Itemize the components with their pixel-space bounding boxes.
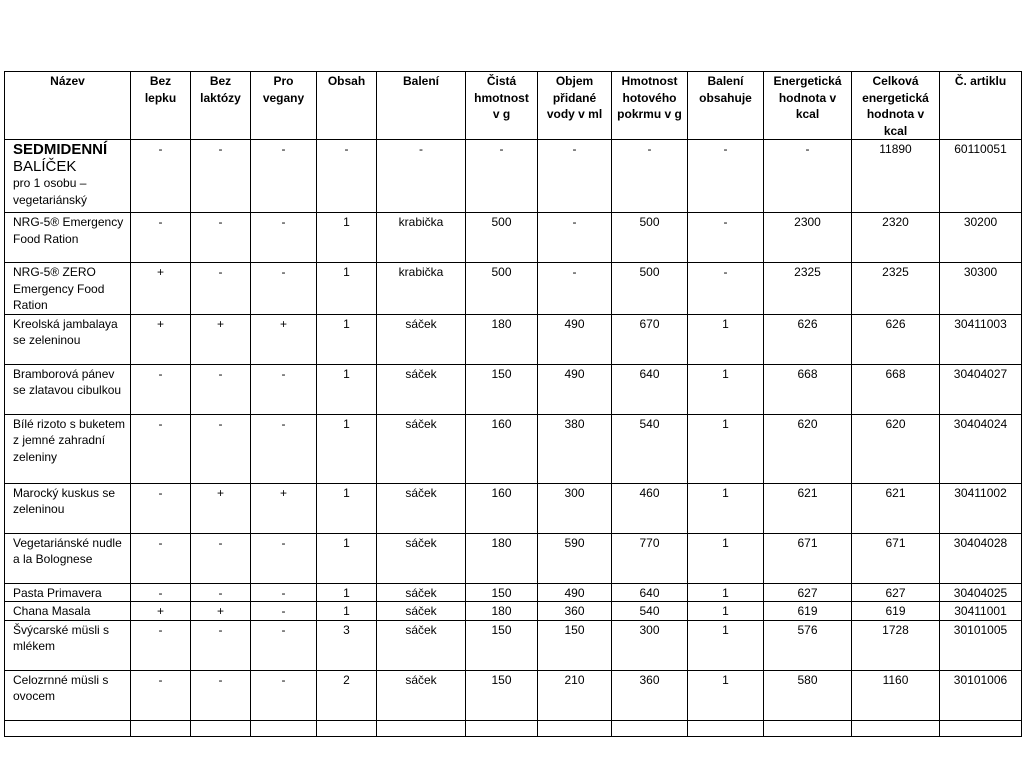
table-cell: + xyxy=(191,314,251,364)
table-cell: 640 xyxy=(612,364,688,414)
table-cell: - xyxy=(191,583,251,602)
table-cell: 2325 xyxy=(852,263,940,315)
table-cell: 1 xyxy=(688,414,764,483)
table-cell: 619 xyxy=(764,602,852,621)
empty-cell xyxy=(131,720,191,736)
table-cell: - xyxy=(251,140,317,213)
column-header: Balení obsahuje xyxy=(688,72,764,140)
table-row xyxy=(5,602,1022,621)
table-cell: 500 xyxy=(612,213,688,263)
column-header: Pro vegany xyxy=(251,72,317,140)
table-row xyxy=(5,533,1022,583)
table-cell: - xyxy=(131,414,191,483)
table-cell: - xyxy=(191,364,251,414)
table-cell: 626 xyxy=(852,314,940,364)
table-cell: - xyxy=(131,483,191,533)
table-cell: 580 xyxy=(764,670,852,720)
table-cell: 627 xyxy=(764,583,852,602)
table-cell: - xyxy=(764,140,852,213)
product-name-cell: NRG-5® Emergency Food Ration xyxy=(5,213,131,263)
table-cell: + xyxy=(191,602,251,621)
empty-cell xyxy=(5,720,131,736)
table-cell: 670 xyxy=(612,314,688,364)
table-cell: sáček xyxy=(377,620,466,670)
empty-cell xyxy=(940,720,1022,736)
table-cell: 490 xyxy=(538,314,612,364)
table-cell: 150 xyxy=(466,583,538,602)
table-cell: 619 xyxy=(852,602,940,621)
table-cell: sáček xyxy=(377,533,466,583)
table-cell: 30404027 xyxy=(940,364,1022,414)
empty-cell xyxy=(764,720,852,736)
table-cell: 210 xyxy=(538,670,612,720)
table-cell: 1 xyxy=(688,364,764,414)
table-cell: sáček xyxy=(377,364,466,414)
empty-cell xyxy=(466,720,538,736)
table-cell: 180 xyxy=(466,602,538,621)
table-cell: - xyxy=(538,213,612,263)
column-header: Název xyxy=(5,72,131,140)
table-cell: - xyxy=(191,213,251,263)
product-name-cell: Vegetariánské nudle a la Bolognese xyxy=(5,533,131,583)
table-cell: - xyxy=(317,140,377,213)
column-header: Celková energetická hodnota v kcal xyxy=(852,72,940,140)
empty-cell xyxy=(852,720,940,736)
package-title-bold: SEDMIDENNÍ xyxy=(13,141,108,158)
table-cell: - xyxy=(251,533,317,583)
empty-cell xyxy=(377,720,466,736)
package-title: BALÍČEK xyxy=(13,158,77,175)
table-cell: 1 xyxy=(688,602,764,621)
table-cell: 1 xyxy=(688,483,764,533)
table-cell: 1728 xyxy=(852,620,940,670)
table-cell: 30300 xyxy=(940,263,1022,315)
table-cell: 627 xyxy=(852,583,940,602)
table-cell: - xyxy=(538,263,612,315)
table-cell: 360 xyxy=(538,602,612,621)
product-name-cell: Švýcarské müsli s mlékem xyxy=(5,620,131,670)
table-cell: 30404025 xyxy=(940,583,1022,602)
table-cell: 1 xyxy=(317,364,377,414)
table-cell: 1 xyxy=(688,314,764,364)
column-header: Čistá hmotnost v g xyxy=(466,72,538,140)
table-cell: 540 xyxy=(612,602,688,621)
table-cell: - xyxy=(131,140,191,213)
empty-cell xyxy=(191,720,251,736)
product-name-cell: NRG-5® ZERO Emergency Food Ration xyxy=(5,263,131,315)
table-cell: sáček xyxy=(377,483,466,533)
column-header: Bez laktózy xyxy=(191,72,251,140)
table-cell: 30200 xyxy=(940,213,1022,263)
table-cell: 11890 xyxy=(852,140,940,213)
column-header: Energetická hodnota v kcal xyxy=(764,72,852,140)
table-cell: + xyxy=(131,314,191,364)
table-cell: 1160 xyxy=(852,670,940,720)
table-cell: 30404028 xyxy=(940,533,1022,583)
table-cell: - xyxy=(377,140,466,213)
product-name-cell: Bramborová pánev se zlatavou cibulkou xyxy=(5,364,131,414)
table-cell: 30411002 xyxy=(940,483,1022,533)
table-row xyxy=(5,670,1022,720)
product-table xyxy=(4,71,1022,737)
table-cell: sáček xyxy=(377,314,466,364)
table-cell: 150 xyxy=(538,620,612,670)
empty-cell xyxy=(612,720,688,736)
table-cell: 150 xyxy=(466,364,538,414)
table-cell: 1 xyxy=(317,263,377,315)
column-header: Bez lepku xyxy=(131,72,191,140)
table-cell: 770 xyxy=(612,533,688,583)
table-cell: 300 xyxy=(612,620,688,670)
table-cell: - xyxy=(251,364,317,414)
table-cell: 621 xyxy=(852,483,940,533)
table-cell: - xyxy=(191,140,251,213)
table-cell: 2325 xyxy=(764,263,852,315)
package-subtitle: pro 1 osobu – vegetariánský xyxy=(13,176,88,207)
table-cell: - xyxy=(466,140,538,213)
table-cell: 180 xyxy=(466,314,538,364)
table-cell: - xyxy=(191,533,251,583)
table-cell: 460 xyxy=(612,483,688,533)
table-row xyxy=(5,263,1022,315)
table-cell: - xyxy=(191,263,251,315)
table-row xyxy=(5,140,1022,213)
table-cell: 1 xyxy=(317,213,377,263)
table-row xyxy=(5,620,1022,670)
table-cell: - xyxy=(688,263,764,315)
table-cell: 1 xyxy=(688,533,764,583)
table-cell: 2 xyxy=(317,670,377,720)
table-cell: - xyxy=(131,583,191,602)
table-cell: 620 xyxy=(852,414,940,483)
product-name-cell: Bílé rizoto s buketem z jemné zahradní zeleniny xyxy=(5,414,131,483)
table-cell: 490 xyxy=(538,364,612,414)
table-cell: 1 xyxy=(317,533,377,583)
column-header: Obsah xyxy=(317,72,377,140)
column-header: Č. artiklu xyxy=(940,72,1022,140)
table-cell: 576 xyxy=(764,620,852,670)
table-cell: 626 xyxy=(764,314,852,364)
table-cell: + xyxy=(251,483,317,533)
table-cell: 150 xyxy=(466,620,538,670)
product-name-cell xyxy=(5,140,131,213)
table-cell: 2300 xyxy=(764,213,852,263)
table-cell: 1 xyxy=(688,620,764,670)
table-cell: - xyxy=(251,263,317,315)
table-cell: - xyxy=(251,414,317,483)
table-cell: 30411001 xyxy=(940,602,1022,621)
table-cell: - xyxy=(251,620,317,670)
table-cell: 380 xyxy=(538,414,612,483)
table-cell: sáček xyxy=(377,670,466,720)
table-cell: 1 xyxy=(688,670,764,720)
column-header: Hmotnost hotového pokrmu v g xyxy=(612,72,688,140)
table-cell: 500 xyxy=(466,213,538,263)
table-cell: 180 xyxy=(466,533,538,583)
table-row xyxy=(5,213,1022,263)
table-cell: - xyxy=(251,670,317,720)
table-cell: - xyxy=(131,533,191,583)
table-cell: 2320 xyxy=(852,213,940,263)
product-name-cell: Celozrnné müsli s ovocem xyxy=(5,670,131,720)
table-row xyxy=(5,583,1022,602)
empty-cell xyxy=(317,720,377,736)
column-header: Balení xyxy=(377,72,466,140)
table-cell: - xyxy=(688,140,764,213)
empty-cell xyxy=(688,720,764,736)
table-cell: 590 xyxy=(538,533,612,583)
table-cell: - xyxy=(251,213,317,263)
table-cell: 490 xyxy=(538,583,612,602)
table-cell: - xyxy=(251,602,317,621)
table-cell: 360 xyxy=(612,670,688,720)
table-cell: - xyxy=(131,364,191,414)
table-cell: 30411003 xyxy=(940,314,1022,364)
table-cell: krabička xyxy=(377,213,466,263)
table-cell: 640 xyxy=(612,583,688,602)
product-name-cell: Marocký kuskus se zeleninou xyxy=(5,483,131,533)
table-cell: sáček xyxy=(377,583,466,602)
table-cell: 1 xyxy=(317,583,377,602)
table-cell: 1 xyxy=(317,314,377,364)
table-cell: 671 xyxy=(852,533,940,583)
table-cell: + xyxy=(191,483,251,533)
table-cell: 30101005 xyxy=(940,620,1022,670)
table-cell: - xyxy=(191,414,251,483)
table-cell: 160 xyxy=(466,483,538,533)
table-cell: - xyxy=(688,213,764,263)
table-cell: 150 xyxy=(466,670,538,720)
table-cell: sáček xyxy=(377,414,466,483)
table-cell: - xyxy=(538,140,612,213)
table-cell: 1 xyxy=(317,483,377,533)
table-cell: 1 xyxy=(688,583,764,602)
table-cell: + xyxy=(131,263,191,315)
product-name-cell: Chana Masala xyxy=(5,602,131,621)
table-cell: krabička xyxy=(377,263,466,315)
table-cell: 30404024 xyxy=(940,414,1022,483)
table-cell: - xyxy=(612,140,688,213)
table-cell: 160 xyxy=(466,414,538,483)
table-cell: 500 xyxy=(612,263,688,315)
product-name-cell: Kreolská jambalaya se zeleninou xyxy=(5,314,131,364)
table-cell: 540 xyxy=(612,414,688,483)
product-name-cell: Pasta Primavera xyxy=(5,583,131,602)
header-row xyxy=(5,72,1022,140)
table-cell: 1 xyxy=(317,602,377,621)
table-cell: sáček xyxy=(377,602,466,621)
table-cell: - xyxy=(251,583,317,602)
table-cell: 300 xyxy=(538,483,612,533)
column-header: Objem přidané vody v ml xyxy=(538,72,612,140)
table-cell: 500 xyxy=(466,263,538,315)
table-cell: - xyxy=(131,213,191,263)
table-cell: + xyxy=(251,314,317,364)
table-cell: 3 xyxy=(317,620,377,670)
table-cell: 668 xyxy=(852,364,940,414)
empty-cell xyxy=(538,720,612,736)
table-row xyxy=(5,314,1022,364)
table-cell: 30101006 xyxy=(940,670,1022,720)
table-cell: - xyxy=(131,620,191,670)
table-cell: - xyxy=(131,670,191,720)
table-row xyxy=(5,414,1022,483)
table-cell: 620 xyxy=(764,414,852,483)
table-cell: 60110051 xyxy=(940,140,1022,213)
table-cell: - xyxy=(191,620,251,670)
empty-row xyxy=(5,720,1022,736)
table-cell: - xyxy=(191,670,251,720)
table-cell: 1 xyxy=(317,414,377,483)
table-cell: 621 xyxy=(764,483,852,533)
table-cell: 668 xyxy=(764,364,852,414)
table-row xyxy=(5,483,1022,533)
table-cell: 671 xyxy=(764,533,852,583)
empty-cell xyxy=(251,720,317,736)
table-cell: + xyxy=(131,602,191,621)
table-row xyxy=(5,364,1022,414)
